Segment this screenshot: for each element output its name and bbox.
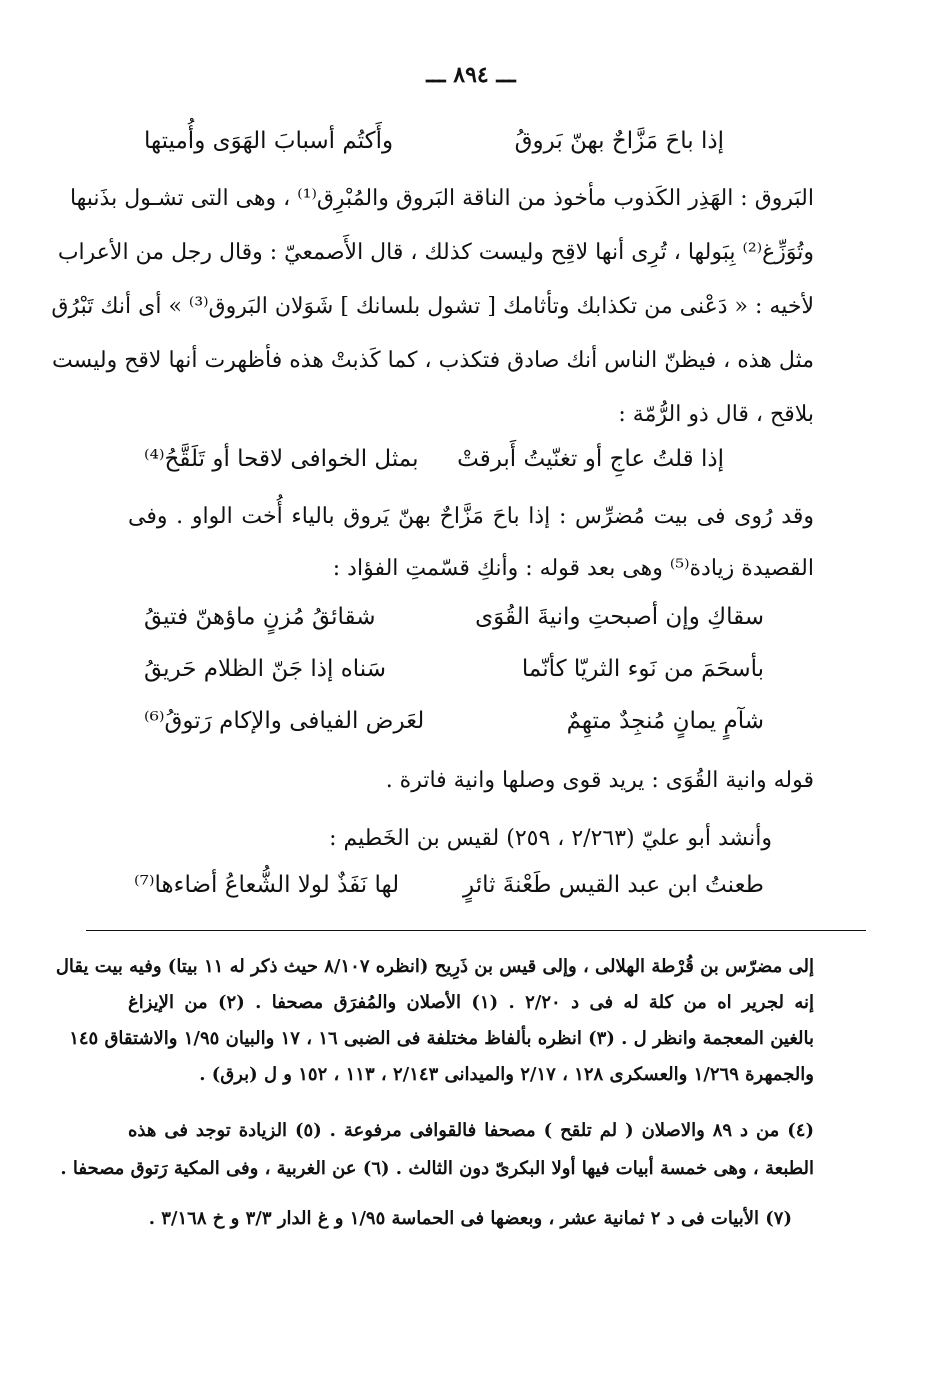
footnote-line: (٤) من د ٨٩ والاصلان ( لم تلقح ) مصحفا فالقوافى مرفوعة . (٥) الزيادة توجد فى هذه <box>128 1120 814 1141</box>
verse-first-hemistich: بأسحَمَ من نَوء الثريّا كأنّما <box>521 656 764 682</box>
text-line: وأنشد أبو عليّ (٢/٢٦٣ ، ٢٥٩) لقيس بن الخَطيم : <box>329 826 772 851</box>
page-number: ـــ ٨٩٤ ـــ <box>426 62 516 88</box>
verse-first-hemistich: إذا قلتُ عاجِ أو تغنّيتُ أَبرقتْ <box>457 446 724 472</box>
verse-second-hemistich: شقائقُ مُزنٍ ماؤهنّ فتيقُ <box>144 604 376 630</box>
text-line: البَروق : الهَذِر الكَذوب مأخوذ من الناقة البَروق والمُبْرِق⁽¹⁾ ، وهى التى تشـول بذَنبها <box>69 186 814 211</box>
verse-second-hemistich: وأَكتُم أسبابَ الهَوَى وأُميتها <box>144 128 394 154</box>
text-line: القصيدة زيادة⁽⁵⁾ وهى بعد قوله : وأنكِ قسّمتِ الفؤاد : <box>332 556 814 581</box>
footnote-line: إلى مضرّس بن قُرْطة الهلالى ، وإلى قيس بن ذَرِيح (انظره ٨/١٠٧ حيث ذكر له ١١ بيتا) وفيه بيت يقال <box>55 956 814 977</box>
footnote-line: (٧) الأبيات فى د ٢ ثمانية عشر ، وبعضها فى الحماسة ١/٩٥ و غ الدار ٣/٣ و خ ٣/١٦٨ . <box>148 1208 792 1229</box>
verse-second-hemistich: لها نَفَذٌ لولا الشُّعاعُ أضاءها⁽⁷⁾ <box>134 872 400 898</box>
verse-second-hemistich: بمثل الخوافى لاقحا أو تَلَقَّحُ⁽⁴⁾ <box>144 446 419 472</box>
verse-first-hemistich: طعنتُ ابن عبد القيس طَعْنةَ ثائرٍ <box>463 872 764 898</box>
verse-second-hemistich: لعَرض الفيافى والإكام رَتوقُ⁽⁶⁾ <box>144 708 425 734</box>
text-line: وتُوَزِّغ⁽²⁾ بِبَولها ، تُرِى أنها لاقِح وليست كذلك ، قال الأَصمعيّ : وقال رجل من الأعراب <box>57 240 814 265</box>
text-line: قوله وانية القُوَى : يريد قوى وصلها وانية فاترة . <box>385 768 814 793</box>
text-line: لأخيه : « دَعْنى من تكذابك وتأثامك [ تشول بلسانك ] شَوَلان البَروق⁽³⁾ » أى أنك تَبْرُق <box>51 294 814 319</box>
text-line: وقد رُوى فى بيت مُضرِّس : إذا باحَ مَزَّاحٌ بهنّ يَروق بالياء أُخت الواو . وفى <box>128 504 814 529</box>
footnote-line: والجمهرة ١/٢٦٩ والعسكرى ١٢٨ ، ٢/١٧ والميدانى ٢/١٤٣ ، ١١٣ ، ١٥٢ و ل (برق) . <box>199 1064 814 1085</box>
verse-first-hemistich: شآمٍ يمانٍ مُنجِدٌ متهِمٌ <box>566 708 764 734</box>
text-line: مثل هذه ، فيظنّ الناس أنك صادق فتكذب ، كما كَذبتْ هذه فأظهرت أنها لاقح وليست <box>52 348 814 373</box>
text-line: بلاقح ، قال ذو الرُّمّة : <box>618 402 814 427</box>
footnote-divider <box>86 930 866 931</box>
footnote-line: إنه لجرير اه من كلة له فى د ٢/٢٠ . (١) الأصلان والمُفرَق مصحفا . (٢) من الإيزاغ <box>128 992 814 1013</box>
verse-first-hemistich: سقاكِ وإن أصبحتِ وانيةَ القُوَى <box>475 604 764 630</box>
footnote-line: الطبعة ، وهى خمسة أبيات فيها أولا البكرىّ دون الثالث . (٦) عن الغربية ، وفى المكية رَتوق مصحفا . <box>60 1158 814 1179</box>
verse-first-hemistich: إذا باحَ مَزَّاحٌ بهنّ بَروقُ <box>514 128 724 154</box>
verse-second-hemistich: سَناه إذا جَنّ الظلام حَريقُ <box>144 656 386 682</box>
footnote-line: بالغين المعجمة وانظر ل . (٣) انظره بألفاظ مختلفة فى الضبى ١٦ ، ١٧ والبيان ١/٩٥ والاشتقاق ١٤٥ <box>69 1028 814 1049</box>
